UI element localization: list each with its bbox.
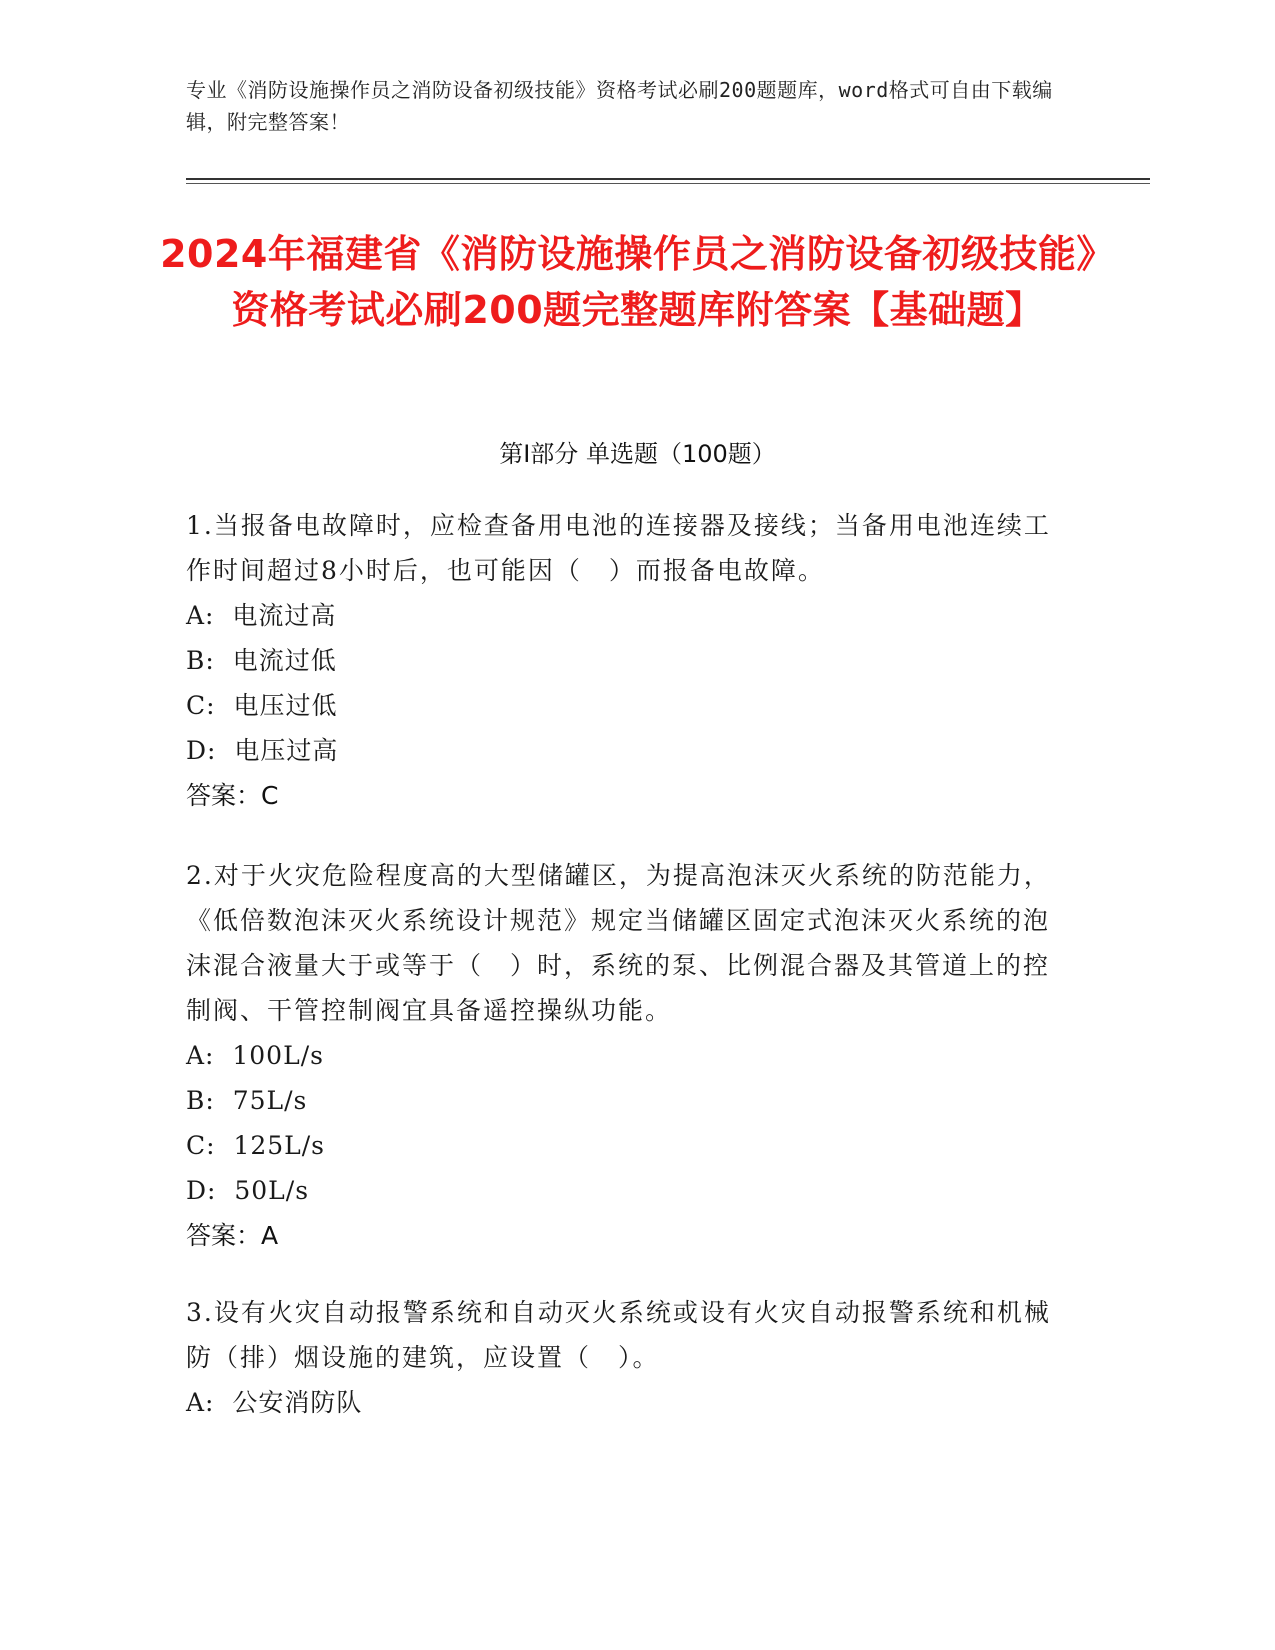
- question-1: [186, 503, 1056, 818]
- option-c: C: 125L/s: [186, 1131, 326, 1160]
- answer: 答案：A: [186, 1221, 279, 1250]
- option-a: A: 电流过高: [186, 601, 337, 630]
- document-title: 2024年福建省《消防设施操作员之消防设备初级技能》资格考试必刷200题完整题库附答案【基础题】: [160, 232, 1115, 332]
- option-b: B: 电流过低: [186, 646, 337, 675]
- option-a: A: 公安消防队: [186, 1388, 363, 1417]
- question-stem: 2.对于火灾危险程度高的大型储罐区，为提高泡沫灭火系统的防范能力，《低倍数泡沫灭火系统设计规范》规定当储罐区固定式泡沫灭火系统的泡沫混合液量大于或等于（ ）时，系统的泵、比例混合器及其管道上的控制阀、干管控制阀宜具备遥控操纵功能。: [186, 861, 1051, 1025]
- header-rule-thick: [186, 178, 1150, 180]
- option-c: C: 电压过低: [186, 691, 338, 720]
- section-title: 第I部分 单选题（100题）: [499, 440, 776, 468]
- question-stem: 3.设有火灾自动报警系统和自动灭火系统或设有火灾自动报警系统和机械防（排）烟设施的建筑，应设置（ ）。: [186, 1298, 1051, 1372]
- option-a: A: 100L/s: [186, 1041, 324, 1070]
- header-note: 专业《消防设施操作员之消防设备初级技能》资格考试必刷200题题库，word格式可自由下载编辑，附完整答案！: [186, 78, 1053, 134]
- question-stem: 1.当报备电故障时，应检查备用电池的连接器及接线；当备用电池连续工作时间超过8小时后，也可能因（ ）而报备电故障。: [186, 511, 1051, 585]
- answer: 答案：C: [186, 781, 279, 810]
- question-2: [186, 853, 1056, 1258]
- option-b: B: 75L/s: [186, 1086, 308, 1115]
- option-d: D: 电压过高: [186, 736, 339, 765]
- header-rule-thin: [186, 183, 1150, 184]
- question-3: [186, 1290, 1056, 1425]
- option-d: D: 50L/s: [186, 1176, 310, 1205]
